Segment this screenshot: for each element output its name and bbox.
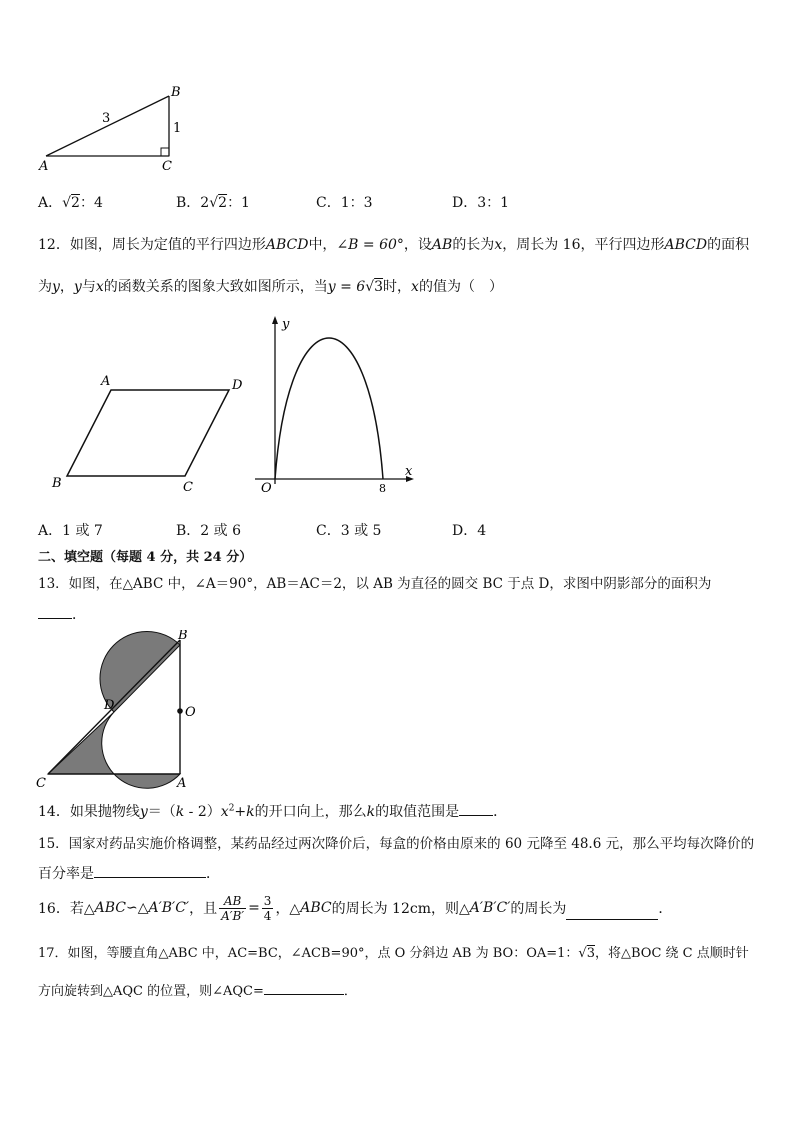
text: ． — [658, 901, 673, 917]
sqrt-symbol: √ — [365, 279, 375, 295]
numerator: 3 — [263, 893, 272, 908]
text: 17．如图，等腰直角△ABC 中，AC=BC，∠ACB=90°，点 O 分斜边 AB 为 BO：OA=1： — [38, 946, 579, 961]
exponent: 2 — [228, 803, 235, 814]
q14-line — [38, 801, 507, 821]
text: 的周长为 12cm，则△ — [331, 901, 470, 917]
q11-option-c: C．1：3 — [316, 195, 373, 211]
numerator: AB — [219, 894, 246, 909]
math: ABCD — [664, 237, 708, 253]
math: y — [52, 279, 60, 295]
math: y — [139, 804, 148, 820]
text: 时， — [383, 279, 412, 295]
parabola-curve — [275, 338, 383, 479]
text: ， — [59, 279, 74, 295]
denominator: 4 — [263, 908, 272, 923]
x-axis-label: x — [405, 464, 413, 479]
text: - 2） — [184, 804, 221, 820]
q15-line-1: 15．国家对药品实施价格调整，某药品经过两次降价后，每盒的价格由原来的 60 元降至 48.6 元，那么平均每次降价的 — [38, 836, 755, 852]
option-coef: 2 — [200, 195, 210, 211]
sqrt-symbol: √ — [62, 195, 72, 211]
figure-shaded-circle — [30, 630, 205, 790]
origin-label: O — [261, 481, 272, 496]
right-angle-mark — [161, 148, 169, 156]
math: x — [95, 279, 104, 295]
math: k — [366, 804, 376, 820]
text: ，且 — [189, 901, 218, 917]
text: 与 — [81, 279, 96, 295]
text: ∽△ — [125, 900, 149, 916]
text: 为 — [38, 279, 52, 295]
q12-option-b: B．2 或 6 — [176, 523, 242, 539]
vertex-d-label: D — [232, 378, 243, 393]
point-d-label: D — [104, 698, 115, 713]
q12-option-c: C．3 或 5 — [316, 523, 382, 539]
answer-blank[interactable] — [38, 606, 72, 619]
text: ，周长为 16，平行四边形 — [502, 237, 665, 253]
text: 中， — [308, 237, 337, 253]
math: k — [246, 804, 255, 820]
answer-blank[interactable] — [94, 865, 206, 878]
text: ＝（ — [147, 804, 176, 820]
fraction-ab-over-apbp — [219, 894, 246, 923]
radicand: 3 — [374, 279, 384, 295]
math: ABC — [300, 900, 332, 916]
q12-line-2 — [38, 276, 503, 296]
math: ABCD — [265, 237, 309, 253]
q17-line-1 — [38, 942, 749, 961]
text: ． — [343, 984, 357, 999]
sqrt-symbol: √ — [209, 195, 219, 211]
math: x — [411, 279, 419, 295]
text: 方向旋转到△AQC 的位置，则∠AQC= — [38, 984, 264, 999]
vertex-b-label: B — [52, 476, 62, 491]
text: 12．如图，周长为定值的平行四边形 — [38, 237, 266, 253]
option-letter: B． — [176, 195, 201, 211]
math: y — [73, 279, 82, 295]
sqrt-symbol: √ — [578, 946, 587, 961]
vertex-a-label: A — [177, 776, 187, 790]
side-bc-length: 1 — [173, 121, 182, 136]
text: 16．若△ — [38, 901, 95, 917]
tick-8-label: 8 — [379, 482, 386, 495]
math: ∠B = 60° — [336, 237, 404, 253]
center-o-dot — [177, 708, 183, 714]
option-ratio: ：4 — [79, 195, 103, 211]
text: 的长为 — [452, 237, 495, 253]
radicand: 2 — [71, 195, 80, 211]
text: ，设 — [403, 237, 432, 253]
text: = — [248, 900, 260, 916]
parallelogram-abcd — [67, 390, 229, 476]
q16-line — [38, 890, 672, 926]
text: ． — [72, 607, 86, 623]
text: 的函数关系的图象大致如图所示，当 — [103, 279, 328, 295]
math: AB — [431, 237, 453, 253]
text: + — [234, 804, 247, 820]
q11-option-d: D．3：1 — [452, 195, 510, 211]
text: 的周长为 — [510, 901, 567, 917]
fraction-three-quarters — [262, 894, 274, 923]
q12-line-1 — [38, 234, 749, 254]
math: k — [175, 804, 185, 820]
option-letter: A． — [38, 195, 63, 211]
radicand: 2 — [218, 195, 228, 211]
vertex-c-label: C — [162, 159, 172, 174]
y-axis-label: y — [282, 317, 290, 332]
vertex-b-label: B — [178, 630, 188, 643]
text: ． — [493, 804, 508, 820]
math: A′B′C′ — [469, 900, 511, 916]
q17-line-2 — [38, 980, 357, 999]
text: 的面积 — [707, 237, 750, 253]
math: y = 6 — [327, 279, 366, 295]
text: 的值为（ ） — [418, 279, 503, 295]
q11-option-b — [176, 192, 250, 212]
answer-blank[interactable] — [459, 803, 493, 816]
q12-option-a: A．1 或 7 — [38, 523, 103, 539]
vertex-b-label: B — [171, 85, 181, 100]
side-ab — [46, 96, 169, 156]
q12-option-d: D．4 — [452, 523, 487, 539]
math: ABC — [94, 900, 126, 916]
shaded-region-lower — [48, 712, 180, 788]
q15-line-2 — [38, 863, 220, 883]
vertex-a-label: A — [39, 159, 49, 174]
radicand: 3 — [586, 946, 595, 961]
text: ． — [206, 866, 220, 882]
text: ，将△BOC 绕 C 点顺时针 — [595, 946, 749, 961]
denominator: A′B′ — [221, 908, 245, 923]
vertex-c-label: C — [36, 776, 46, 790]
side-ab-length: 3 — [102, 111, 111, 126]
math: x — [220, 804, 229, 820]
q11-option-a — [38, 192, 103, 212]
text: ，△ — [275, 901, 301, 917]
math: x — [494, 237, 503, 253]
option-ratio: ：1 — [227, 195, 250, 211]
vertex-a-label: A — [101, 374, 111, 389]
text: 14．如果抛物线 — [38, 804, 140, 820]
q13-line-2 — [38, 604, 86, 624]
vertex-c-label: C — [183, 480, 193, 495]
section-title: 二、填空题（每题 4 分，共 24 分） — [38, 550, 253, 565]
y-axis-arrow — [272, 316, 278, 324]
figure-parabola-graph — [255, 312, 425, 497]
text: 的开口向上，那么 — [254, 804, 367, 820]
center-o-label: O — [185, 705, 196, 720]
q13-line-1: 13．如图，在△ABC 中，∠A＝90°，AB＝AC＝2，以 AB 为直径的圆交 BC 于点 D，求图中阴影部分的面积为 — [38, 576, 712, 592]
answer-blank[interactable] — [264, 982, 344, 995]
figure-right-triangle — [30, 80, 200, 175]
text: 百分率是 — [38, 866, 94, 882]
text: 的取值范围是 — [375, 804, 460, 820]
answer-blank[interactable] — [566, 907, 658, 920]
figure-parallelogram — [45, 370, 255, 495]
math: A′B′C′ — [148, 900, 190, 916]
